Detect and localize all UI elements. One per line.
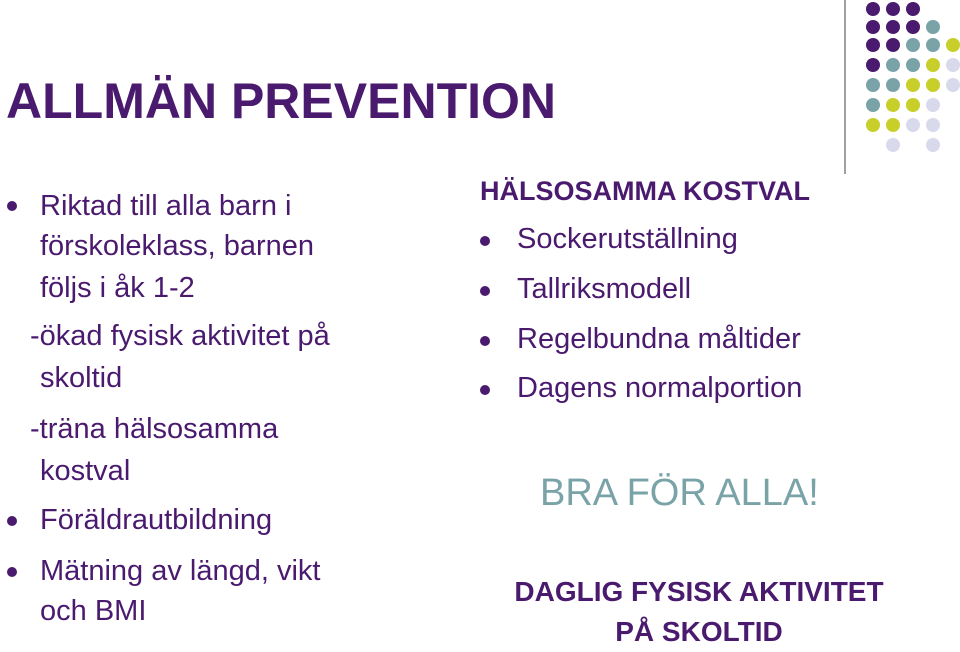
footer-text [508,572,890,652]
list-item: Regelbundna måltider [517,323,801,355]
list-item: Dagens normalportion [517,372,803,404]
dot [926,118,940,132]
dot [886,2,900,16]
dot [926,78,940,92]
dot [866,2,880,16]
bullet-text: Föräldrautbildning [40,504,273,536]
dot [926,38,940,52]
bullet-text: och BMI [40,595,147,627]
list-item: Tallriksmodell [517,273,692,305]
bullet-icon [7,201,17,211]
bullet-text: Mätning av längd, vikt [40,555,321,587]
dot [906,2,920,16]
dot [866,38,880,52]
dot [866,98,880,112]
footer-line: PÅ SKOLTID [615,616,783,647]
section-heading: HÄLSOSAMMA KOSTVAL [480,176,810,206]
dot [926,98,940,112]
dot [886,78,900,92]
dot [886,118,900,132]
dot [886,38,900,52]
bullet-icon [480,336,490,346]
dot [886,98,900,112]
dot [866,58,880,72]
sub-item-text: skoltid [40,362,123,394]
dot [866,20,880,34]
dot [906,58,920,72]
dot [926,20,940,34]
bullet-icon [480,385,490,395]
bullet-icon [7,516,17,526]
dot [946,78,960,92]
decorative-dot-grid [0,0,960,160]
sub-item-text: -ökad fysisk aktivitet på [30,320,330,352]
bullet-icon [480,236,490,246]
dot [886,58,900,72]
list-item: Sockerutställning [517,223,738,255]
dot [886,20,900,34]
dot [926,58,940,72]
dot [946,58,960,72]
dot [906,20,920,34]
dot [906,98,920,112]
bullet-text: Riktad till alla barn i [40,190,292,222]
dot [886,138,900,152]
footer-line: DAGLIG FYSISK AKTIVITET [514,576,884,607]
dot [946,38,960,52]
dot [866,78,880,92]
bullet-text: följs i åk 1-2 [40,272,195,304]
dot [906,78,920,92]
dot [866,118,880,132]
sub-item-text: -träna hälsosamma [30,413,279,445]
bullet-icon [7,567,17,577]
bullet-icon [480,286,490,296]
dot [926,138,940,152]
slogan: BRA FÖR ALLA! [540,472,819,514]
slide-title: ALLMÄN PREVENTION [6,73,556,129]
bullet-text: förskoleklass, barnen [40,230,315,262]
sub-item-text: kostval [40,455,131,487]
dot [906,38,920,52]
dot [906,118,920,132]
